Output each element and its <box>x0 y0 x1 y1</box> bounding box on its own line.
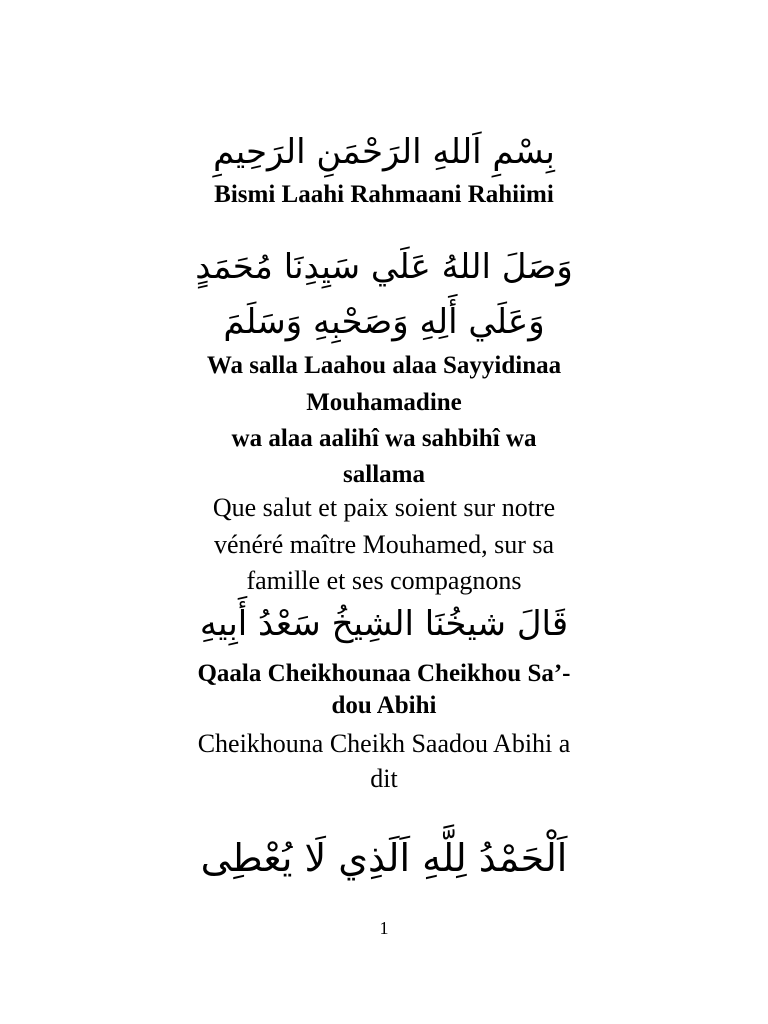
page-number: 1 <box>379 918 389 938</box>
salutation-french-line-2: vénéré maître Mouhamed, sur sa <box>213 530 555 559</box>
alhamdu-arabic: اَلْحَمْدُ لِلَّهِ اَلَذِي لَا يُعْطِى <box>200 836 568 880</box>
salutation-transliteration-line-1: Wa salla Laahou alaa Sayyidinaa <box>206 352 562 379</box>
qaala-transliteration-line-2: dou Abihi <box>331 692 437 719</box>
qaala-french-line-2: dit <box>370 764 398 793</box>
salutation-arabic-line-2: وَعَلَي أَلِهِ وَصَحْبِهِ وَسَلَمَ <box>223 302 545 342</box>
salutation-transliteration-line-3: wa alaa aalihî wa sahbihî wa <box>231 425 537 452</box>
salutation-transliteration-line-4: sallama <box>343 461 425 488</box>
qaala-french-line-1: Cheikhouna Cheikh Saadou Abihi a <box>197 729 571 758</box>
salutation-transliteration-line-2: Mouhamadine <box>306 389 462 416</box>
salutation-french-line-1: Que salut et paix soient sur notre <box>212 493 556 522</box>
bismillah-arabic: بِسْمِ اَللهِ الرَحْمَنِ الرَحِيمِ <box>213 132 555 172</box>
bismillah-transliteration: Bismi Laahi Rahmaani Rahiimi <box>214 181 554 208</box>
salutation-arabic-line-1: وَصَلَ اللهُ عَلَي سَيِدِنَا مُحَمَدٍ <box>195 247 573 287</box>
qaala-transliteration-line-1: Qaala Cheikhounaa Cheikhou Sa’- <box>197 660 571 687</box>
salutation-french-line-3: famille et ses compagnons <box>246 566 522 595</box>
qaala-arabic: قَالَ شيخُنَا الشِيخُ سَعْدُ أَبِيهِ <box>199 604 569 644</box>
